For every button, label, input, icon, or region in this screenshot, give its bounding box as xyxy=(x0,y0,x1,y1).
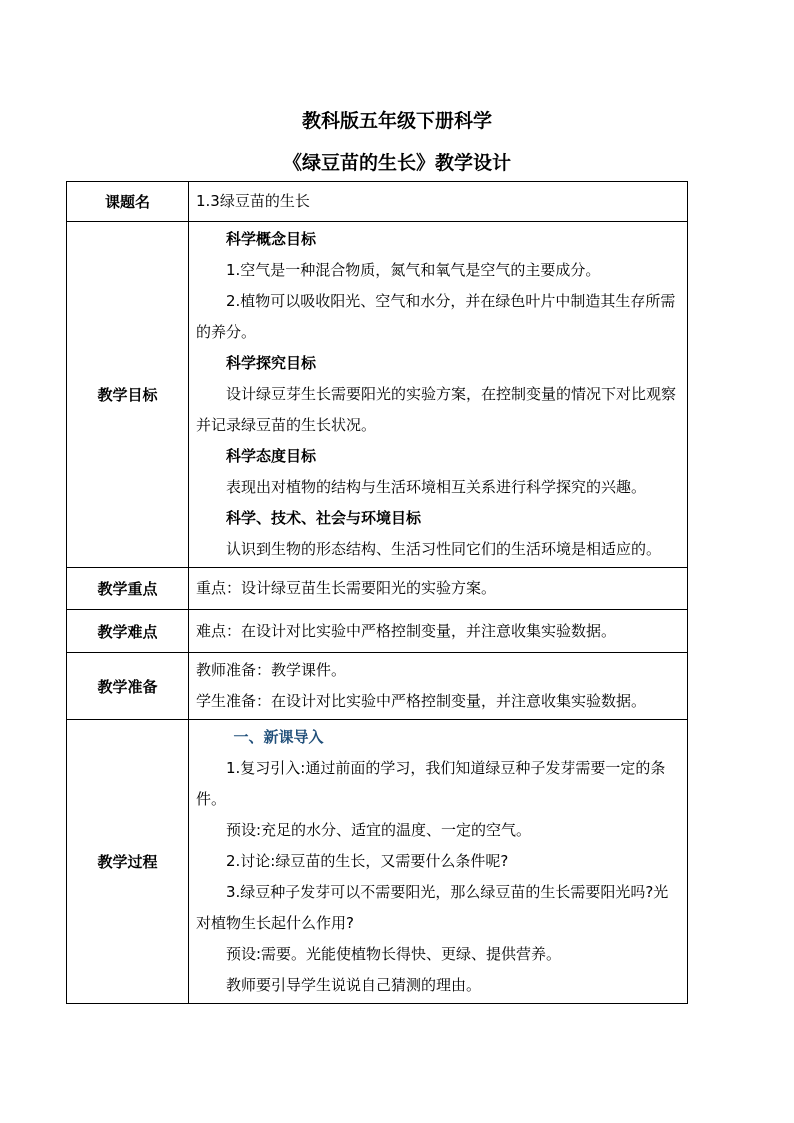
attitude-goal-heading: 科学态度目标 xyxy=(226,447,317,465)
preparation-content xyxy=(189,653,688,720)
key-point-value: 重点：设计绿豆苗生长需要阳光的实验方案。 xyxy=(189,568,688,610)
table-row-preparation xyxy=(67,653,688,720)
attitude-goal-1: 表现出对植物的结构与生活环境相互关系进行科学探究的兴趣。 xyxy=(226,478,647,496)
row-label-key-point: 教学重点 xyxy=(67,568,189,610)
process-item-1: 1.复习引入:通过前面的学习，我们知道绿豆种子发芽需要一定的条件。 xyxy=(196,759,666,808)
table-row-key-point xyxy=(67,568,688,610)
process-content xyxy=(189,720,688,1004)
document-title: 教科版五年级下册科学 xyxy=(301,110,492,132)
concept-goal-heading: 科学概念目标 xyxy=(226,230,317,248)
process-preset-1: 预设:充足的水分、适宜的温度、一定的空气。 xyxy=(226,821,532,839)
lesson-plan-table xyxy=(66,181,688,1004)
goals-content xyxy=(189,222,688,568)
row-label-goals: 教学目标 xyxy=(67,222,189,568)
document-subtitle: 《绿豆苗的生长》教学设计 xyxy=(282,152,511,174)
concept-goal-2: 2.植物可以吸收阳光、空气和水分，并在绿色叶片中制造其生存所需的养分。 xyxy=(196,292,676,341)
process-item-3: 3.绿豆种子发芽可以不需要阳光，那么绿豆苗的生长需要阳光吗?光对植物生长起什么作用? xyxy=(196,883,669,932)
teacher-preparation: 教师准备：教学课件。 xyxy=(196,661,347,679)
table-row-difficulty xyxy=(67,610,688,653)
inquiry-goal-heading: 科学探究目标 xyxy=(226,354,317,372)
row-label-preparation: 教学准备 xyxy=(67,653,189,720)
teacher-note: 教师要引导学生说说自己猜测的理由。 xyxy=(226,976,482,994)
table-row-goals xyxy=(67,222,688,568)
process-preset-2: 预设:需要。光能使植物长得快、更绿、提供营养。 xyxy=(226,945,562,963)
stse-goal-heading: 科学、技术、社会与环境目标 xyxy=(226,509,422,527)
topic-value: 1.3绿豆苗的生长 xyxy=(189,182,688,222)
row-label-process: 教学过程 xyxy=(67,720,189,1004)
student-preparation: 学生准备：在设计对比实验中严格控制变量，并注意收集实验数据。 xyxy=(196,692,647,710)
inquiry-goal-1: 设计绿豆芽生长需要阳光的实验方案，在控制变量的情况下对比观察并记录绿豆苗的生长状况。 xyxy=(196,385,677,434)
difficulty-value: 难点：在设计对比实验中严格控制变量，并注意收集实验数据。 xyxy=(189,610,688,653)
row-label-topic: 课题名 xyxy=(67,182,189,222)
stse-goal-1: 认识到生物的形态结构、生活习性同它们的生活环境是相适应的。 xyxy=(226,540,662,558)
section-heading-intro: 一、新课导入 xyxy=(233,728,324,746)
table-row-topic xyxy=(67,182,688,222)
process-item-2: 2.讨论:绿豆苗的生长，又需要什么条件呢? xyxy=(226,852,509,870)
row-label-difficulty: 教学难点 xyxy=(67,610,189,653)
concept-goal-1: 1.空气是一种混合物质，氮气和氧气是空气的主要成分。 xyxy=(226,261,601,279)
table-row-process xyxy=(67,720,688,1004)
